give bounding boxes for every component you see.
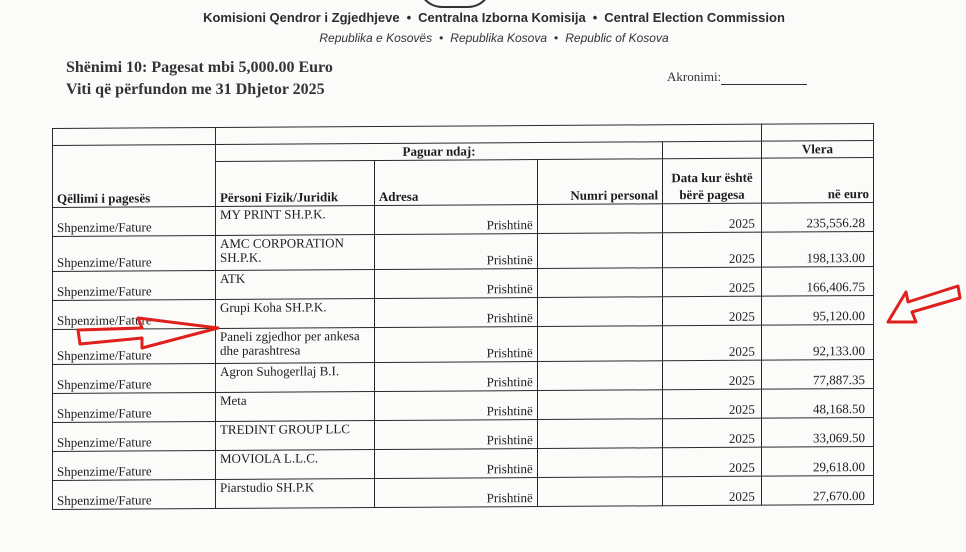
row-purpose: Shpenzime/Fature <box>53 393 216 423</box>
red-arrow-icon <box>72 304 222 350</box>
document-subtitle: Viti që përfundon me 31 Dhjetor 2025 <box>66 81 325 98</box>
row-person: Meta <box>215 392 374 422</box>
header-separator: • <box>439 31 444 45</box>
row-address: Prishtinë <box>374 327 537 363</box>
table-row <box>53 359 874 393</box>
row-personal-no <box>537 268 662 298</box>
row-address: Prishtinë <box>374 449 537 479</box>
header-institutions <box>0 10 966 25</box>
col-header-date: Data kur është bërë pagesa <box>663 158 762 204</box>
row-date: 2025 <box>663 476 762 506</box>
header-republic-sq: Republika e Kosovës <box>319 31 433 45</box>
row-personal-no <box>537 361 662 391</box>
table-cell <box>663 141 762 159</box>
row-person: Paneli zgjedhor per ankesa dhe parashtresa <box>215 328 374 364</box>
header-separator: • <box>592 10 598 25</box>
row-amount: 29,618.00 <box>761 446 873 476</box>
row-amount: 166,406.75 <box>761 266 873 296</box>
row-address: Prishtinë <box>374 234 537 270</box>
col-header-personal-no: Numri personal <box>537 159 662 205</box>
row-purpose: Shpenzime/Fature <box>53 236 216 272</box>
row-date: 2025 <box>663 203 762 233</box>
table-row <box>53 446 874 480</box>
table-row <box>53 231 874 271</box>
row-purpose: Shpenzime/Fature <box>53 480 216 510</box>
commission-seal <box>418 0 492 8</box>
group-header-paid-to: Paguar ndaj: <box>215 142 662 162</box>
row-person: AMC CORPORATION SH.P.K. <box>215 235 374 271</box>
row-purpose: Shpenzime/Fature <box>53 422 216 452</box>
row-personal-no <box>537 419 662 449</box>
row-purpose: Shpenzime/Fature <box>53 329 216 365</box>
row-purpose: Shpenzime/Fature <box>53 364 216 394</box>
row-personal-no <box>537 297 662 327</box>
col-header-address: Adresa <box>374 160 537 206</box>
header-name-sr: Centralna Izborna Komisija <box>418 10 586 25</box>
header-separator: • <box>554 31 559 45</box>
row-amount: 27,670.00 <box>761 475 873 505</box>
row-date: 2025 <box>663 447 762 477</box>
col-header-purpose: Qëllimi i pagesës <box>53 162 216 208</box>
row-amount: 95,120.00 <box>761 295 873 325</box>
row-person: Agron Suhogerllaj B.I. <box>215 363 374 393</box>
row-amount: 92,133.00 <box>761 324 873 360</box>
group-header-value: Vlera <box>761 140 873 158</box>
row-date: 2025 <box>663 389 762 419</box>
row-personal-no <box>537 448 662 478</box>
table-row <box>53 417 874 451</box>
row-personal-no <box>537 204 662 234</box>
header-republic-sr: Republika Kosova <box>450 31 548 45</box>
header-name-sq: Komisioni Qendror i Zgjedhjeve <box>203 10 400 25</box>
row-address: Prishtinë <box>374 298 537 328</box>
row-amount: 235,556.28 <box>761 202 873 232</box>
row-date: 2025 <box>663 418 762 448</box>
table-cell <box>53 128 216 146</box>
row-person: ATK <box>215 270 374 300</box>
table-row <box>53 388 874 422</box>
row-address: Prishtinë <box>374 420 537 450</box>
row-personal-no <box>537 326 662 362</box>
row-person: Grupi Koha SH.P.K. <box>215 299 374 329</box>
row-address: Prishtinë <box>374 478 537 508</box>
row-address: Prishtinë <box>374 269 537 299</box>
row-purpose: Shpenzime/Fature <box>53 451 216 481</box>
row-personal-no <box>537 390 662 420</box>
row-amount: 33,069.50 <box>761 417 873 447</box>
acronym-label: Akronimi: <box>667 69 722 84</box>
red-arrow-icon <box>884 282 964 328</box>
row-date: 2025 <box>663 325 762 361</box>
row-person: MY PRINT SH.P.K. <box>215 206 374 236</box>
table-header-row <box>53 157 874 207</box>
row-person: MOVIOLA L.L.C. <box>215 450 374 480</box>
row-person: Piarstudio SH.P.K <box>215 479 374 509</box>
table-cell <box>53 145 216 163</box>
header-republic <box>0 31 966 45</box>
row-amount: 48,168.50 <box>761 388 873 418</box>
table-cell <box>761 123 873 141</box>
col-header-amount: në euro <box>761 157 873 203</box>
row-amount: 77,887.35 <box>761 359 873 389</box>
row-date: 2025 <box>663 296 762 326</box>
row-date: 2025 <box>663 267 762 297</box>
acronym-blank-line <box>721 72 807 85</box>
row-amount: 198,133.00 <box>761 231 873 267</box>
row-address: Prishtinë <box>374 205 537 235</box>
col-header-person: Përsoni Fizik/Juridik <box>215 161 374 207</box>
header-republic-en: Republic of Kosova <box>565 31 669 45</box>
table-row <box>53 266 874 300</box>
row-person: TREDINT GROUP LLC <box>215 421 374 451</box>
acronym-field <box>667 69 807 85</box>
table-row <box>53 202 874 236</box>
row-address: Prishtinë <box>374 362 537 392</box>
document-title: Shënimi 10: Pagesat mbi 5,000.00 Euro <box>66 59 333 76</box>
row-personal-no <box>537 477 662 507</box>
row-purpose: Shpenzime/Fature <box>53 300 216 330</box>
row-purpose: Shpenzime/Fature <box>53 271 216 301</box>
header-name-en: Central Election Commission <box>604 10 785 25</box>
header-separator: • <box>406 10 412 25</box>
row-date: 2025 <box>663 232 762 268</box>
row-personal-no <box>537 233 662 269</box>
row-date: 2025 <box>663 360 762 390</box>
row-address: Prishtinë <box>374 391 537 421</box>
row-purpose: Shpenzime/Fature <box>53 207 216 237</box>
table-row <box>53 475 874 509</box>
